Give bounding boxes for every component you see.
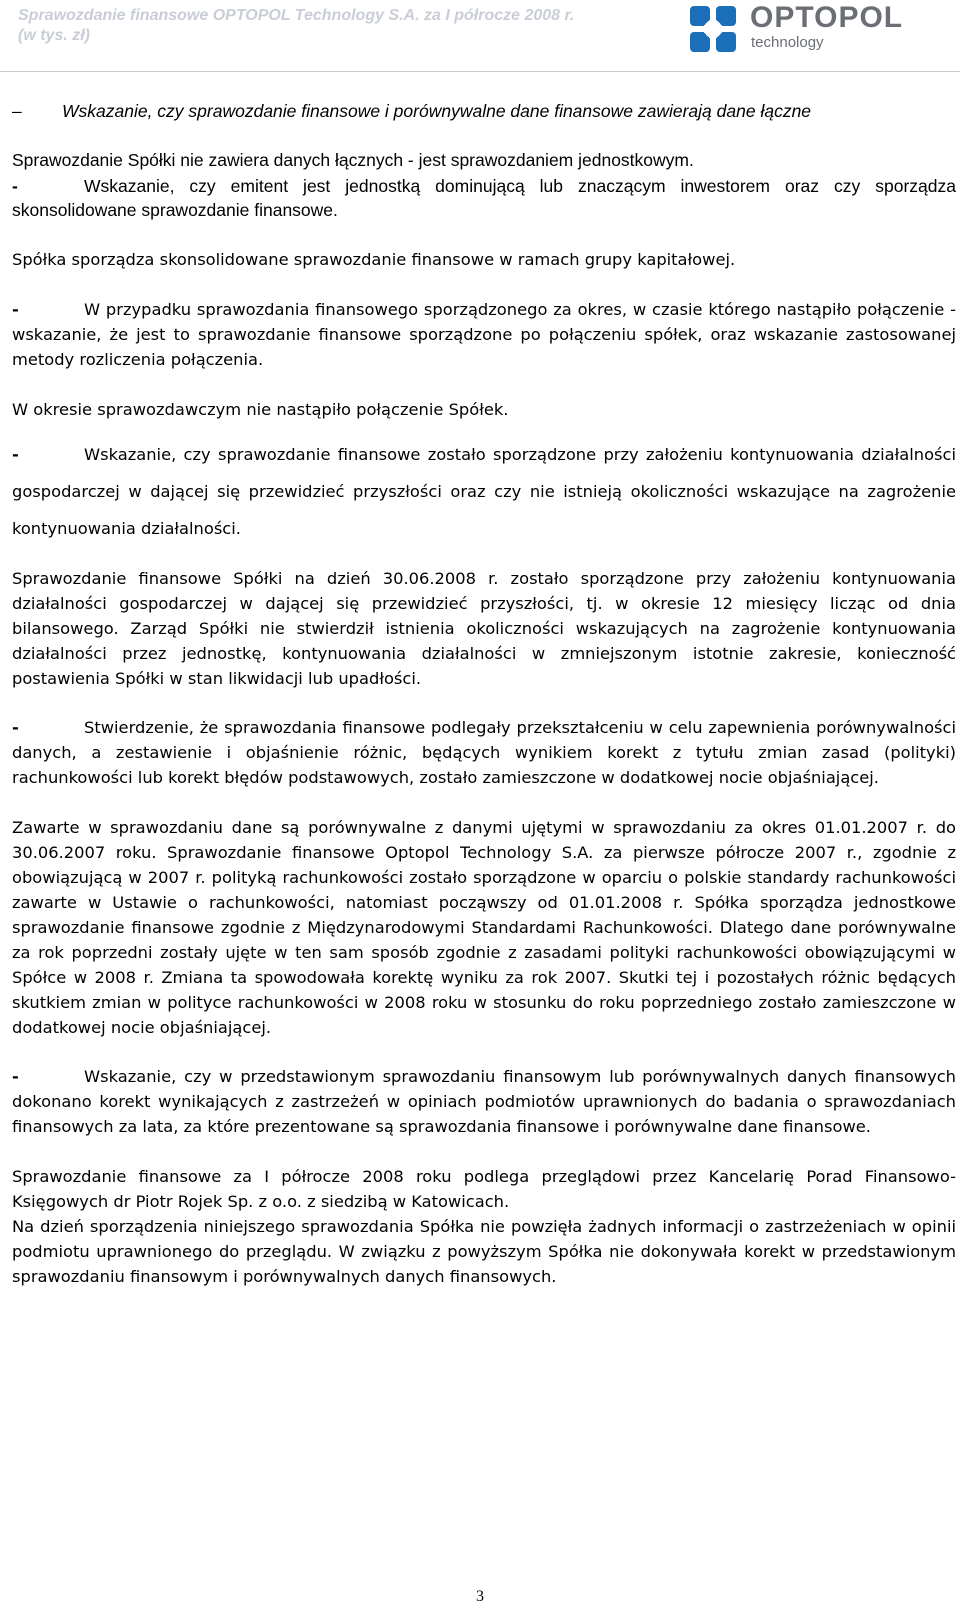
- item3-answer: W okresie sprawozdawczym nie nastąpiło połączenie Spółek.: [12, 400, 509, 419]
- item3-heading-text: W przypadku sprawozdania finansowego sporządzonego za okres, w czasie którego nastąpiło połączenie - wskazanie, że jest to sprawozdanie finansowe sporządzone po połączeniu spółek, oraz wskazanie zastosowanej metody rozliczenia połączenia.: [12, 300, 956, 369]
- logo-subtitle: technology: [751, 34, 824, 51]
- item6-marker: -: [12, 1067, 19, 1086]
- item6-answer-b: Na dzień sporządzenia niniejszego sprawozdania Spółka nie powzięła żadnych informacji o zastrzeżeniach w opinii podmiotu uprawnionego do przeglądu. W związku z powyższym Spółka nie dokonywała korekt w przedstawionym sprawozdaniu finansowym i porównywalnych danych finansowych.: [12, 1217, 956, 1286]
- item5-heading-text: Stwierdzenie, że sprawozdania finansowe podlegały przekształceniu w celu zapewnienia porównywalności danych, a zestawienie i objaśnienie różnic, będących wynikiem korekt z tytułu zmian zasad (polityki) rachunkowości lub korekt błędów podstawowych, zostało zamieszczone w dodatkowej nocie objaśniającej.: [12, 718, 956, 787]
- item6-answer-a: Sprawozdanie finansowe za I półrocze 2008 roku podlega przeglądowi przez Kancelarię Porad Finansowo-Księgowych dr Piotr Rojek Sp. z o.o. z siedzibą w Katowicach.: [12, 1167, 956, 1211]
- item2-marker: -: [12, 176, 18, 196]
- item5-heading: [12, 715, 956, 790]
- logo-wordmark: OPTOPOL: [750, 1, 904, 34]
- page-number: 3: [476, 1588, 484, 1605]
- optopol-logo-mark-icon: [690, 6, 736, 52]
- optopol-logo: [690, 2, 950, 54]
- item1-answer: Sprawozdanie Spółki nie zawiera danych łącznych - jest sprawozdaniem jednostkowym.: [12, 150, 694, 170]
- item4-answer: Sprawozdanie finansowe Spółki na dzień 30.06.2008 r. zostało sporządzone przy założeniu kontynuowania działalności gospodarczej w dającej się przewidzieć przyszłości, tj. w okresie 12 miesięcy licząc od dnia bilansowego. Zarząd Spółki nie stwierdził istnienia okoliczności wskazujących na zagrożenie kontynuowania działalności przez jednostkę, kontynuowania działalności w zmniejszonym istotnie zakresie, konieczność postawienia Spółki w stan likwidacji lub upadłości.: [12, 569, 956, 688]
- item6-heading: [12, 1064, 956, 1139]
- item1-heading-text: Wskazanie, czy sprawozdanie finansowe i porównywalne dane finansowe zawierają dane łączne: [62, 101, 812, 121]
- document-body: [12, 96, 956, 1289]
- item4-heading: [12, 436, 956, 547]
- item3-heading: [12, 297, 956, 372]
- item2-heading-text: Wskazanie, czy emitent jest jednostką dominującą lub znaczącym inwestorem oraz czy sporządza skonsolidowane sprawozdanie finansowe.: [12, 176, 956, 220]
- item6-heading-text: Wskazanie, czy w przedstawionym sprawozdaniu finansowym lub porównywalnych danych finansowych dokonano korekt wynikających z zastrzeżeń w opiniach podmiotów uprawnionych do badania o sprawozdaniach finansowych za lata, za które prezentowane są sprawozdania finansowe i porównywalne dane finansowe.: [12, 1067, 956, 1136]
- item5-answer: Zawarte w sprawozdaniu dane są porównywalne z danymi ujętymi w sprawozdaniu za okres 01.01.2007 r. do 30.06.2007 roku. Sprawozdanie finansowe Optopol Technology S.A. za pierwsze półrocze 2007 r., zgodnie z obowiązującą w 2007 r. polityką rachunkowości zostało sporządzone w oparciu o polskie standardy rachunkowości zawarte w Ustawie o rachunkowości, natomiast począwszy od 01.01.2008 r. Spółka sporządza jednostkowe sprawozdanie finansowe zgodnie z Międzynarodowymi Standardami Rachunkowości. Dlatego dane porównywalne za rok poprzedni zostały ujęte w ten sam sposób zgodnie z zasadami polityki rachunkowości obowiązującymi w Spółce w 2008 r. Zmiana ta spowodowała korektę wyniku za rok 2007. Skutki tej i pozostałych różnic będących skutkiem zmian w polityce rachunkowości w 2008 roku w stosunku do roku poprzedniego zostało zamieszczone w dodatkowej nocie objaśniającej.: [12, 818, 956, 1037]
- item3-marker: -: [12, 300, 19, 319]
- item4-marker: -: [12, 445, 19, 464]
- item2-answer: Spółka sporządza skonsolidowane sprawozdanie finansowe w ramach grupy kapitałowej.: [12, 250, 736, 269]
- item2-heading: [12, 174, 956, 222]
- page-header: [0, 0, 960, 74]
- item4-heading-text: Wskazanie, czy sprawozdanie finansowe zostało sporządzone przy założeniu kontynuowania działalności gospodarczej w dającej się przewidzieć przyszłości oraz czy nie istnieją okoliczności wskazujące na zagrożenie kontynuowania działalności.: [12, 445, 956, 538]
- header-title: [18, 6, 658, 46]
- header-title-line2: (w tys. zł): [18, 27, 91, 44]
- item1-heading: [12, 99, 956, 123]
- item5-marker: -: [12, 718, 19, 737]
- item1-marker: –: [12, 101, 22, 121]
- header-title-line1: Sprawozdanie finansowe OPTOPOL Technology S.A. za I półrocze 2008 r.: [18, 7, 575, 24]
- header-divider: [0, 71, 960, 72]
